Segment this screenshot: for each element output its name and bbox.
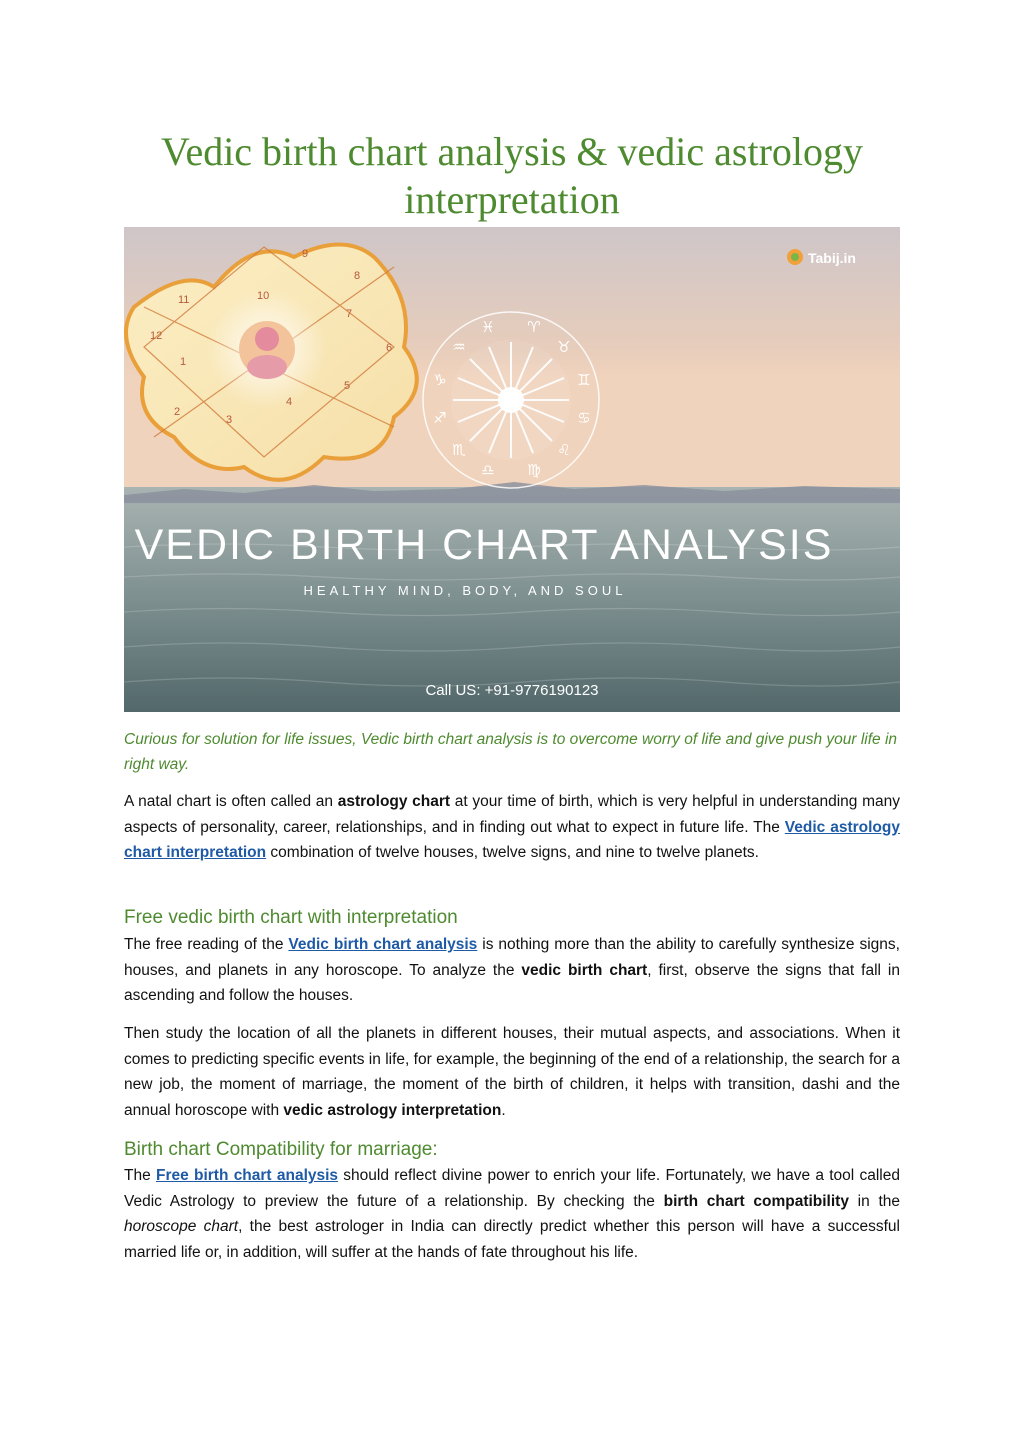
svg-text:♍: ♍ xyxy=(527,461,541,479)
svg-text:♌: ♌ xyxy=(557,441,571,459)
document-title: Vedic birth chart analysis & vedic astrology interpretation xyxy=(160,129,864,222)
svg-text:4: 4 xyxy=(286,396,293,408)
hero-tagline: HEALTHY MIND, BODY, AND SOUL xyxy=(303,583,627,598)
hero-headline: VEDIC BIRTH CHART ANALYSIS xyxy=(134,521,834,569)
svg-text:5: 5 xyxy=(344,380,351,392)
svg-text:9: 9 xyxy=(302,248,309,260)
section-heading-compatibility: Birth chart Compatibility for marriage: xyxy=(124,1139,438,1160)
svg-text:2: 2 xyxy=(174,406,181,418)
vedic-astrology-chart-interpretation-link[interactable]: Vedic astrology chart interpretation xyxy=(124,818,900,861)
svg-text:♋: ♋ xyxy=(577,409,591,427)
svg-text:8: 8 xyxy=(354,270,361,282)
image-caption: Curious for solution for life issues, Vedic birth chart analysis is to overcome worry of life and give push your life in right way. xyxy=(124,731,898,773)
svg-text:♒: ♒ xyxy=(452,338,466,356)
svg-text:♑: ♑ xyxy=(433,371,447,389)
intro-paragraph: A natal chart is often called an astrology chart at your time of birth, which is very helpful in understanding many aspects of personality, career, relationships, and in finding out what to expect in future life. The Vedic astrology chart interpretation combination of twelve houses, twelve signs, and nine to twelve planets. xyxy=(124,793,900,861)
svg-text:10: 10 xyxy=(257,290,270,302)
section-heading-free-chart: Free vedic birth chart with interpretation xyxy=(124,907,458,928)
svg-text:♎: ♎ xyxy=(481,461,495,479)
vedic-birth-chart-analysis-link[interactable]: Vedic birth chart analysis xyxy=(288,936,478,953)
svg-text:3: 3 xyxy=(226,414,233,426)
svg-text:6: 6 xyxy=(386,342,393,354)
svg-text:♐: ♐ xyxy=(433,409,447,427)
svg-text:7: 7 xyxy=(346,308,353,320)
svg-text:♓: ♓ xyxy=(481,318,495,336)
section1-paragraph-2: Then study the location of all the planets in different houses, their mutual aspects, and associations. When it comes to predicting specific events in life, for example, the beginning of the end of a relationship, the search for a new job, the moment of marriage, the moment of the birth of children, it helps with transition, dashi and the annual horoscope with vedic astrology interpretation. xyxy=(124,1025,900,1119)
svg-text:11: 11 xyxy=(178,294,190,306)
svg-text:♉: ♉ xyxy=(557,338,571,356)
svg-text:12: 12 xyxy=(150,330,163,342)
svg-text:♊: ♊ xyxy=(577,371,591,389)
svg-text:♏: ♏ xyxy=(452,441,466,459)
hero-phone: Call US: +91-9776190123 xyxy=(425,682,599,699)
brand-name: Tabij.in xyxy=(808,250,856,266)
free-birth-chart-analysis-link[interactable]: Free birth chart analysis xyxy=(155,1167,339,1184)
section2-paragraph-1: The Free birth chart analysis should reflect divine power to enrich your life. Fortunately, we have a tool called Vedic Astrology to preview the future of a relationship. By checking the birth chart compatibility in the horoscope chart, the best astrologer in India can directly predict whether this person will have a successful married life or, in addition, will suffer at the hands of fate throughout his life. xyxy=(124,1167,900,1261)
hero-banner-image xyxy=(124,227,900,712)
section1-paragraph-1: The free reading of the Vedic birth chart analysis is nothing more than the ability to carefully synthesize signs, houses, and planets in any horoscope. To analyze the vedic birth chart, first, observe the signs that fall in ascending and follow the houses. xyxy=(124,936,900,1004)
tabij-logo xyxy=(787,249,856,266)
svg-text:1: 1 xyxy=(180,356,187,368)
svg-text:♈: ♈ xyxy=(527,318,541,336)
